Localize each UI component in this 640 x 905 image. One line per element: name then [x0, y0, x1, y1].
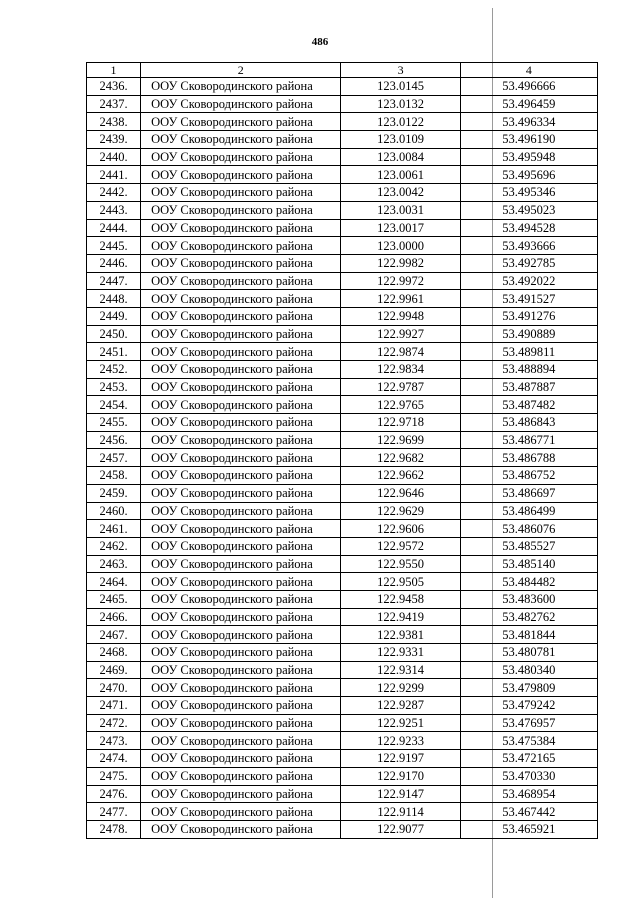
row-number-cell: 2477. [87, 803, 141, 821]
row-number-cell: 2460. [87, 502, 141, 520]
longitude-cell: 122.9874 [341, 343, 460, 361]
table-row [87, 590, 598, 608]
row-number-cell: 2447. [87, 272, 141, 290]
table-row [87, 290, 598, 308]
row-number-cell: 2450. [87, 325, 141, 343]
table-row [87, 502, 598, 520]
longitude-cell: 122.9077 [341, 820, 460, 838]
table-row [87, 184, 598, 202]
row-number-cell: 2469. [87, 661, 141, 679]
object-name-cell: ООУ Сковородинского района [141, 113, 341, 131]
longitude-cell: 122.9299 [341, 679, 460, 697]
latitude-cell: 53.479809 [460, 679, 597, 697]
row-number-cell: 2436. [87, 78, 141, 96]
latitude-cell: 53.496334 [460, 113, 597, 131]
latitude-cell: 53.492022 [460, 272, 597, 290]
latitude-cell: 53.490889 [460, 325, 597, 343]
table-row [87, 820, 598, 838]
row-number-cell: 2461. [87, 520, 141, 538]
object-name-cell: ООУ Сковородинского района [141, 272, 341, 290]
longitude-cell: 122.9550 [341, 555, 460, 573]
object-name-cell: ООУ Сковородинского района [141, 396, 341, 414]
table-row [87, 714, 598, 732]
longitude-cell: 123.0042 [341, 184, 460, 202]
longitude-cell: 122.9699 [341, 431, 460, 449]
longitude-cell: 122.9114 [341, 803, 460, 821]
longitude-cell: 122.9458 [341, 590, 460, 608]
latitude-cell: 53.486771 [460, 431, 597, 449]
table-row [87, 467, 598, 485]
object-name-cell: ООУ Сковородинского района [141, 803, 341, 821]
table-row [87, 697, 598, 715]
object-name-cell: ООУ Сковородинского района [141, 95, 341, 113]
latitude-cell: 53.486697 [460, 484, 597, 502]
latitude-cell: 53.487887 [460, 378, 597, 396]
longitude-cell: 123.0145 [341, 78, 460, 96]
table-row [87, 396, 598, 414]
table-row [87, 343, 598, 361]
row-number-cell: 2473. [87, 732, 141, 750]
object-name-cell: ООУ Сковородинского района [141, 254, 341, 272]
row-number-cell: 2458. [87, 467, 141, 485]
table-row [87, 644, 598, 662]
longitude-cell: 122.9834 [341, 361, 460, 379]
row-number-cell: 2474. [87, 750, 141, 768]
object-name-cell: ООУ Сковородинского района [141, 661, 341, 679]
object-name-cell: ООУ Сковородинского района [141, 537, 341, 555]
object-name-cell: ООУ Сковородинского района [141, 732, 341, 750]
latitude-cell: 53.494528 [460, 219, 597, 237]
longitude-cell: 122.9505 [341, 573, 460, 591]
row-number-cell: 2475. [87, 767, 141, 785]
latitude-cell: 53.480781 [460, 644, 597, 662]
table-row [87, 520, 598, 538]
longitude-cell: 123.0031 [341, 201, 460, 219]
longitude-cell: 122.9170 [341, 767, 460, 785]
longitude-cell: 122.9787 [341, 378, 460, 396]
longitude-cell: 122.9718 [341, 414, 460, 432]
latitude-cell: 53.485140 [460, 555, 597, 573]
column-header: 2 [141, 63, 341, 78]
table-row [87, 679, 598, 697]
row-number-cell: 2441. [87, 166, 141, 184]
row-number-cell: 2438. [87, 113, 141, 131]
row-number-cell: 2464. [87, 573, 141, 591]
table-row [87, 803, 598, 821]
object-name-cell: ООУ Сковородинского района [141, 626, 341, 644]
latitude-cell: 53.486788 [460, 449, 597, 467]
latitude-cell: 53.486499 [460, 502, 597, 520]
row-number-cell: 2465. [87, 590, 141, 608]
row-number-cell: 2451. [87, 343, 141, 361]
table-row [87, 272, 598, 290]
column-header: 3 [341, 63, 460, 78]
row-number-cell: 2467. [87, 626, 141, 644]
table-row [87, 325, 598, 343]
longitude-cell: 123.0132 [341, 95, 460, 113]
object-name-cell: ООУ Сковородинского района [141, 520, 341, 538]
latitude-cell: 53.486752 [460, 467, 597, 485]
latitude-cell: 53.465921 [460, 820, 597, 838]
row-number-cell: 2439. [87, 131, 141, 149]
latitude-cell: 53.495696 [460, 166, 597, 184]
row-number-cell: 2446. [87, 254, 141, 272]
row-number-cell: 2471. [87, 697, 141, 715]
object-name-cell: ООУ Сковородинского района [141, 325, 341, 343]
longitude-cell: 123.0017 [341, 219, 460, 237]
row-number-cell: 2440. [87, 148, 141, 166]
row-number-cell: 2462. [87, 537, 141, 555]
latitude-cell: 53.486843 [460, 414, 597, 432]
table-row [87, 78, 598, 96]
object-name-cell: ООУ Сковородинского района [141, 608, 341, 626]
table-row [87, 449, 598, 467]
table-header-row [87, 63, 598, 78]
latitude-cell: 53.485527 [460, 537, 597, 555]
longitude-cell: 122.9927 [341, 325, 460, 343]
latitude-cell: 53.495346 [460, 184, 597, 202]
longitude-cell: 123.0000 [341, 237, 460, 255]
longitude-cell: 122.9682 [341, 449, 460, 467]
latitude-cell: 53.484482 [460, 573, 597, 591]
row-number-cell: 2478. [87, 820, 141, 838]
object-name-cell: ООУ Сковородинского района [141, 820, 341, 838]
longitude-cell: 123.0084 [341, 148, 460, 166]
longitude-cell: 122.9948 [341, 307, 460, 325]
row-number-cell: 2454. [87, 396, 141, 414]
row-number-cell: 2452. [87, 361, 141, 379]
latitude-cell: 53.472165 [460, 750, 597, 768]
longitude-cell: 122.9961 [341, 290, 460, 308]
table-row [87, 661, 598, 679]
latitude-cell: 53.468954 [460, 785, 597, 803]
table-row [87, 378, 598, 396]
table-row [87, 307, 598, 325]
longitude-cell: 122.9314 [341, 661, 460, 679]
column-header: 1 [87, 63, 141, 78]
longitude-cell: 123.0122 [341, 113, 460, 131]
object-name-cell: ООУ Сковородинского района [141, 290, 341, 308]
table-row [87, 148, 598, 166]
object-name-cell: ООУ Сковородинского района [141, 201, 341, 219]
table-row [87, 767, 598, 785]
table-row [87, 785, 598, 803]
row-number-cell: 2456. [87, 431, 141, 449]
table-row [87, 131, 598, 149]
latitude-cell: 53.495948 [460, 148, 597, 166]
table-row [87, 750, 598, 768]
row-number-cell: 2437. [87, 95, 141, 113]
object-name-cell: ООУ Сковородинского района [141, 502, 341, 520]
row-number-cell: 2466. [87, 608, 141, 626]
object-name-cell: ООУ Сковородинского района [141, 219, 341, 237]
object-name-cell: ООУ Сковородинского района [141, 378, 341, 396]
object-name-cell: ООУ Сковородинского района [141, 78, 341, 96]
table-row [87, 732, 598, 750]
latitude-cell: 53.487482 [460, 396, 597, 414]
table-row [87, 237, 598, 255]
object-name-cell: ООУ Сковородинского района [141, 573, 341, 591]
table-row [87, 201, 598, 219]
latitude-cell: 53.486076 [460, 520, 597, 538]
longitude-cell: 122.9287 [341, 697, 460, 715]
latitude-cell: 53.479242 [460, 697, 597, 715]
longitude-cell: 122.9629 [341, 502, 460, 520]
coordinates-table [86, 62, 598, 839]
row-number-cell: 2472. [87, 714, 141, 732]
object-name-cell: ООУ Сковородинского района [141, 714, 341, 732]
longitude-cell: 122.9419 [341, 608, 460, 626]
row-number-cell: 2455. [87, 414, 141, 432]
longitude-cell: 122.9147 [341, 785, 460, 803]
object-name-cell: ООУ Сковородинского района [141, 449, 341, 467]
table-row [87, 484, 598, 502]
object-name-cell: ООУ Сковородинского района [141, 767, 341, 785]
object-name-cell: ООУ Сковородинского района [141, 467, 341, 485]
latitude-cell: 53.496666 [460, 78, 597, 96]
row-number-cell: 2453. [87, 378, 141, 396]
row-number-cell: 2444. [87, 219, 141, 237]
latitude-cell: 53.481844 [460, 626, 597, 644]
latitude-cell: 53.491276 [460, 307, 597, 325]
object-name-cell: ООУ Сковородинского района [141, 590, 341, 608]
row-number-cell: 2445. [87, 237, 141, 255]
longitude-cell: 122.9331 [341, 644, 460, 662]
row-number-cell: 2442. [87, 184, 141, 202]
longitude-cell: 122.9572 [341, 537, 460, 555]
row-number-cell: 2443. [87, 201, 141, 219]
object-name-cell: ООУ Сковородинского района [141, 484, 341, 502]
row-number-cell: 2470. [87, 679, 141, 697]
object-name-cell: ООУ Сковородинского района [141, 237, 341, 255]
latitude-cell: 53.488894 [460, 361, 597, 379]
row-number-cell: 2463. [87, 555, 141, 573]
latitude-cell: 53.492785 [460, 254, 597, 272]
row-number-cell: 2476. [87, 785, 141, 803]
longitude-cell: 122.9381 [341, 626, 460, 644]
object-name-cell: ООУ Сковородинского района [141, 166, 341, 184]
table-row [87, 254, 598, 272]
object-name-cell: ООУ Сковородинского района [141, 750, 341, 768]
table-row [87, 555, 598, 573]
object-name-cell: ООУ Сковородинского района [141, 414, 341, 432]
table-row [87, 573, 598, 591]
table-row [87, 414, 598, 432]
longitude-cell: 122.9606 [341, 520, 460, 538]
latitude-cell: 53.470330 [460, 767, 597, 785]
longitude-cell: 122.9197 [341, 750, 460, 768]
latitude-cell: 53.475384 [460, 732, 597, 750]
table-row [87, 626, 598, 644]
row-number-cell: 2468. [87, 644, 141, 662]
latitude-cell: 53.483600 [460, 590, 597, 608]
latitude-cell: 53.467442 [460, 803, 597, 821]
latitude-cell: 53.495023 [460, 201, 597, 219]
object-name-cell: ООУ Сковородинского района [141, 431, 341, 449]
row-number-cell: 2457. [87, 449, 141, 467]
latitude-cell: 53.476957 [460, 714, 597, 732]
row-number-cell: 2459. [87, 484, 141, 502]
table-row [87, 95, 598, 113]
latitude-cell: 53.496190 [460, 131, 597, 149]
object-name-cell: ООУ Сковородинского района [141, 361, 341, 379]
object-name-cell: ООУ Сковородинского района [141, 644, 341, 662]
object-name-cell: ООУ Сковородинского района [141, 307, 341, 325]
table-row [87, 608, 598, 626]
latitude-cell: 53.489811 [460, 343, 597, 361]
latitude-cell: 53.491527 [460, 290, 597, 308]
longitude-cell: 123.0109 [341, 131, 460, 149]
longitude-cell: 122.9982 [341, 254, 460, 272]
table-row [87, 219, 598, 237]
table-row [87, 361, 598, 379]
longitude-cell: 122.9765 [341, 396, 460, 414]
latitude-cell: 53.496459 [460, 95, 597, 113]
longitude-cell: 122.9646 [341, 484, 460, 502]
page-number: 486 [311, 36, 329, 48]
latitude-cell: 53.493666 [460, 237, 597, 255]
row-number-cell: 2449. [87, 307, 141, 325]
object-name-cell: ООУ Сковородинского района [141, 679, 341, 697]
table-row [87, 166, 598, 184]
object-name-cell: ООУ Сковородинского района [141, 785, 341, 803]
latitude-cell: 53.482762 [460, 608, 597, 626]
object-name-cell: ООУ Сковородинского района [141, 343, 341, 361]
object-name-cell: ООУ Сковородинского района [141, 697, 341, 715]
object-name-cell: ООУ Сковородинского района [141, 131, 341, 149]
object-name-cell: ООУ Сковородинского района [141, 555, 341, 573]
latitude-cell: 53.480340 [460, 661, 597, 679]
object-name-cell: ООУ Сковородинского района [141, 184, 341, 202]
table-row [87, 113, 598, 131]
longitude-cell: 123.0061 [341, 166, 460, 184]
longitude-cell: 122.9972 [341, 272, 460, 290]
row-number-cell: 2448. [87, 290, 141, 308]
longitude-cell: 122.9662 [341, 467, 460, 485]
longitude-cell: 122.9233 [341, 732, 460, 750]
longitude-cell: 122.9251 [341, 714, 460, 732]
object-name-cell: ООУ Сковородинского района [141, 148, 341, 166]
column-header: 4 [460, 63, 597, 78]
table-row [87, 537, 598, 555]
table-row [87, 431, 598, 449]
